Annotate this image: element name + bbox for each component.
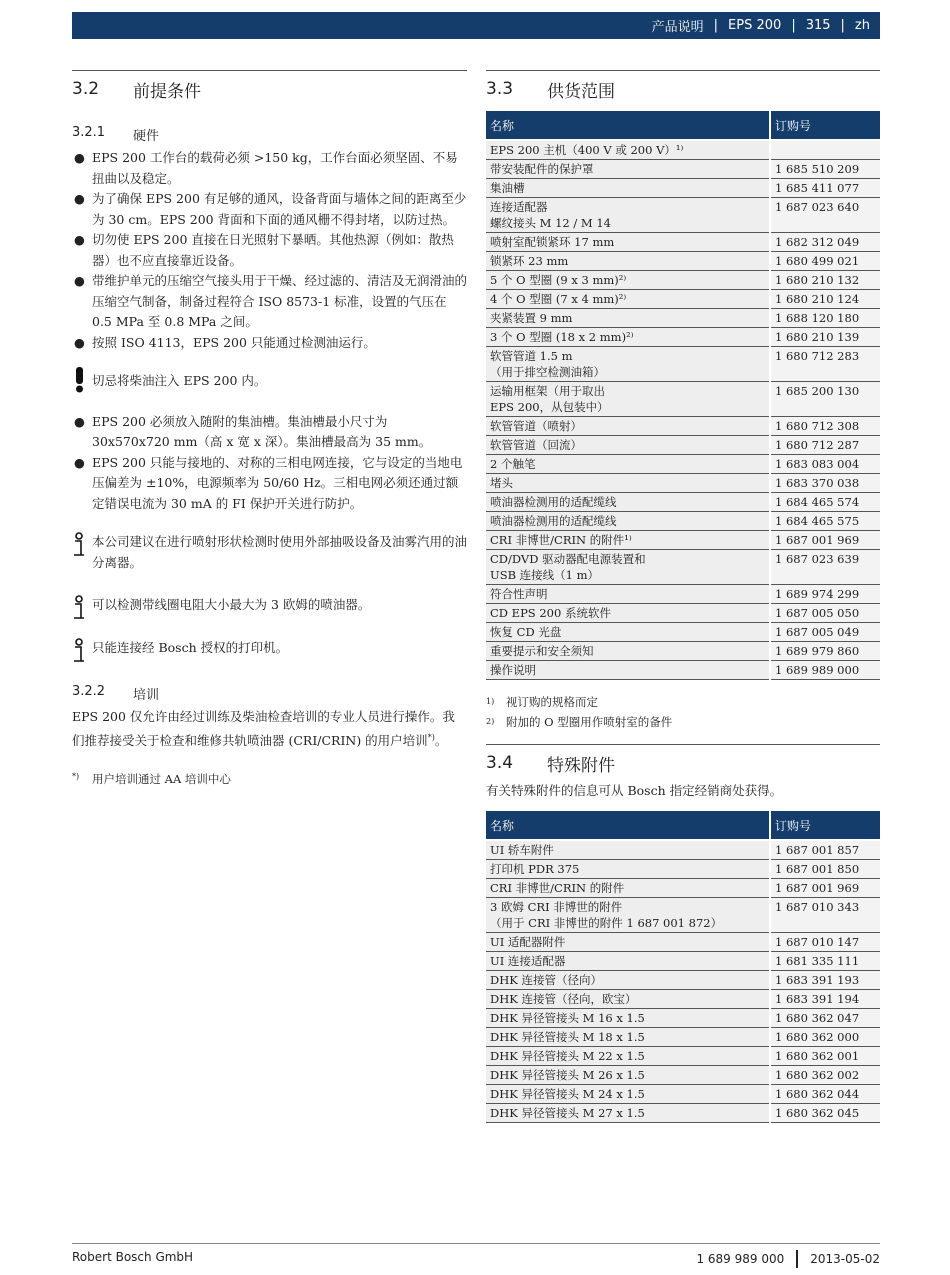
cell-order-number: 1 680 362 000 xyxy=(770,1028,880,1047)
table-row xyxy=(486,840,880,860)
cell-item-name: UI 轿车附件 xyxy=(486,840,770,860)
hardware-requirements-list xyxy=(72,148,467,353)
cell-item-name: DHK 连接管（径向） xyxy=(486,971,770,990)
cell-order-number: 1 687 010 147 xyxy=(770,933,880,952)
warning-note xyxy=(72,371,467,392)
cell-item-name: 2 个触笔 xyxy=(486,455,770,474)
cell-item-name: CD EPS 200 系统软件 xyxy=(486,604,770,623)
cell-item-name: 带安装配件的保护罩 xyxy=(486,160,770,179)
bullet-icon: ● xyxy=(74,150,85,165)
cell-order-number: 1 689 989 000 xyxy=(770,661,880,680)
column-header-order-number: 订购号 xyxy=(770,811,880,840)
bullet-icon: ● xyxy=(74,454,85,470)
cell-item-name: DHK 异径管接头 M 22 x 1.5 xyxy=(486,1047,770,1066)
table-row xyxy=(486,550,880,585)
cell-order-number: 1 687 010 343 xyxy=(770,898,880,933)
header-divider: | xyxy=(791,18,796,33)
table-row xyxy=(486,1085,880,1104)
cell-item-name: 恢复 CD 光盘 xyxy=(486,623,770,642)
list-item: ● EPS 200 工作台的载荷必须 >150 kg，工作台面必须坚固、不易扭曲以及稳定。 xyxy=(74,150,458,186)
cell-item-name: 3 欧姆 CRI 非博世的附件 （用于 CRI 非博世的附件 1 687 001 872） xyxy=(486,898,770,933)
cell-order-number: 1 683 370 038 xyxy=(770,474,880,493)
table-row xyxy=(486,933,880,952)
list-item: ● 带维护单元的压缩空气接头用于干燥、经过滤的、清洁及无润滑油的压缩空气制备，制备过程符合 ISO 8573-1 标准，设置的气压在 0.5 MPa 至 0.8 MPa 之间。 xyxy=(74,273,468,329)
table-row xyxy=(486,436,880,455)
training-paragraph: EPS 200 仅允许由经过训练及柴油检查培训的专业人员进行操作。我们推荐接受关于检查和维修共轨喷油器 (CRI/CRIN) 的用户培训*)。 xyxy=(72,709,455,748)
cell-order-number: 1 684 465 574 xyxy=(770,493,880,512)
cell-order-number: 1 680 362 002 xyxy=(770,1066,880,1085)
page-header xyxy=(72,12,880,39)
special-accessories-table xyxy=(486,811,880,1123)
footer-date: 2013-05-02 xyxy=(810,1252,880,1266)
cell-order-number: 1 684 465 575 xyxy=(770,512,880,531)
installation-requirements-list xyxy=(72,412,467,515)
table-row xyxy=(486,474,880,493)
list-item: ● 按照 ISO 4113，EPS 200 只能通过检测油运行。 xyxy=(72,333,467,354)
list-item: ● EPS 200 只能与接地的、对称的三相电网连接，它与设定的当地电压偏差为 ±10%，电源频率为 50/60 Hz。三相电网必须还通过额定错误电流为 30 mA 的 FI 保护开关进行防护。 xyxy=(74,454,463,511)
info-note: 本公司建议在进行喷射形状检测时使用外部抽吸设备及油雾汽用的油分离器。 xyxy=(72,532,467,573)
table-row xyxy=(486,233,880,252)
bullet-icon: ● xyxy=(74,273,85,288)
cell-item-name: UI 适配器附件 xyxy=(486,933,770,952)
table-row xyxy=(486,1009,880,1028)
section-heading-3-4 xyxy=(486,744,880,777)
cell-item-name: 喷油器检测用的适配缆线 xyxy=(486,493,770,512)
header-page-number: 315 xyxy=(805,18,831,33)
cell-order-number: 1 680 362 047 xyxy=(770,1009,880,1028)
cell-order-number: 1 685 200 130 xyxy=(770,382,880,417)
cell-order-number: 1 680 362 001 xyxy=(770,1047,880,1066)
cell-item-name: UI 连接适配器 xyxy=(486,952,770,971)
cell-item-name: 夹紧装置 9 mm xyxy=(486,309,770,328)
cell-item-name: 运输用框架（用于取出 EPS 200，从包装中） xyxy=(486,382,770,417)
footer-divider-bar xyxy=(796,1250,798,1268)
header-divider: | xyxy=(713,18,719,33)
cell-item-name: 重要提示和安全须知 xyxy=(486,642,770,661)
header-language: zh xyxy=(854,18,870,33)
cell-order-number: 1 689 979 860 xyxy=(770,642,880,661)
cell-order-number: 1 687 001 969 xyxy=(770,879,880,898)
cell-order-number: 1 682 312 049 xyxy=(770,233,880,252)
cell-item-name: 打印机 PDR 375 xyxy=(486,860,770,879)
cell-item-name: CD/DVD 驱动器配电源装置和 USB 连接线（1 m） xyxy=(486,550,770,585)
list-item: ● 切勿使 EPS 200 直接在日光照射下暴晒。其他热源（例如：散热器）也不应直接靠近设备。 xyxy=(74,232,454,268)
table-row xyxy=(486,271,880,290)
cell-item-name: 3 个 O 型圈 (18 x 2 mm)²⁾ xyxy=(486,328,770,347)
cell-order-number: 1 685 411 077 xyxy=(770,179,880,198)
table-row xyxy=(486,898,880,933)
cell-order-number: 1 680 210 132 xyxy=(770,271,880,290)
cell-item-name: CRI 非博世/CRIN 的附件¹⁾ xyxy=(486,531,770,550)
cell-order-number: 1 688 120 180 xyxy=(770,309,880,328)
column-header-order-number: 订购号 xyxy=(770,111,880,140)
table-row xyxy=(486,493,880,512)
cell-order-number: 1 680 362 045 xyxy=(770,1104,880,1123)
cell-order-number: 1 683 391 193 xyxy=(770,971,880,990)
subsection-title: 培训 xyxy=(133,688,160,703)
cell-item-name: DHK 连接管（径向，欧宝） xyxy=(486,990,770,1009)
cell-item-name: DHK 异径管接头 M 24 x 1.5 xyxy=(486,1085,770,1104)
table-row xyxy=(486,990,880,1009)
cell-item-name: 4 个 O 型圈 (7 x 4 mm)²⁾ xyxy=(486,290,770,309)
header-product: EPS 200 xyxy=(728,18,782,33)
cell-item-name: 喷油器检测用的适配缆线 xyxy=(486,512,770,531)
table-row xyxy=(486,1028,880,1047)
cell-item-name: 堵头 xyxy=(486,474,770,493)
section-title: 前提条件 xyxy=(133,81,201,102)
table-row xyxy=(486,531,880,550)
section-heading-3-3 xyxy=(486,70,880,103)
column-header-name: 名称 xyxy=(486,811,770,840)
cell-item-name: 操作说明 xyxy=(486,661,770,680)
info-icon xyxy=(72,532,86,558)
cell-item-name: 5 个 O 型圈 (9 x 3 mm)²⁾ xyxy=(486,271,770,290)
table-footnotes xyxy=(486,692,880,732)
cell-item-name: 软管管道（喷射） xyxy=(486,417,770,436)
section-number: 3.4 xyxy=(486,753,514,773)
list-item: ● EPS 200 必须放入随附的集油槽。集油槽最小尺寸为 30x570x720 mm（高 x 宽 x 深）。集油槽最高为 35 mm。 xyxy=(74,413,432,449)
section-number: 3.2 xyxy=(72,79,100,99)
subsection-number: 3.2.2 xyxy=(72,684,106,699)
cell-item-name: 锁紧环 23 mm xyxy=(486,252,770,271)
cell-order-number: 1 687 001 857 xyxy=(770,840,880,860)
table-row xyxy=(486,140,880,160)
bullet-icon: ● xyxy=(74,334,85,350)
bullet-icon: ● xyxy=(74,191,85,206)
table-row xyxy=(486,179,880,198)
info-note: 只能连接经 Bosch 授权的打印机。 xyxy=(72,638,467,659)
cell-order-number: 1 687 001 850 xyxy=(770,860,880,879)
cell-item-name: 软管管道 1.5 m （用于排空检测油箱） xyxy=(486,347,770,382)
table-row xyxy=(486,347,880,382)
cell-order-number: 1 680 712 287 xyxy=(770,436,880,455)
cell-order-number: 1 681 335 111 xyxy=(770,952,880,971)
cell-item-name: CRI 非博世/CRIN 的附件 xyxy=(486,879,770,898)
cell-order-number: 1 680 712 308 xyxy=(770,417,880,436)
table-row xyxy=(486,860,880,879)
table-row xyxy=(486,623,880,642)
table-row xyxy=(486,328,880,347)
cell-item-name: EPS 200 主机（400 V 或 200 V）¹⁾ xyxy=(486,140,770,160)
header-section: 产品说明 xyxy=(651,20,704,35)
right-column xyxy=(486,70,880,1123)
table-row xyxy=(486,642,880,661)
footer-meta xyxy=(696,1250,880,1268)
cell-order-number: 1 680 499 021 xyxy=(770,252,880,271)
scope-of-delivery-table xyxy=(486,111,880,680)
cell-order-number: 1 687 023 640 xyxy=(770,198,880,233)
cell-order-number: 1 687 001 969 xyxy=(770,531,880,550)
table-row xyxy=(486,382,880,417)
left-column xyxy=(72,70,467,787)
subsection-heading-3-2-2 xyxy=(72,684,467,703)
cell-order-number: 1 680 210 139 xyxy=(770,328,880,347)
warning-text: 切忌将柴油注入 EPS 200 内。 xyxy=(92,373,267,388)
special-accessories-intro: 有关特殊附件的信息可从 Bosch 指定经销商处获得。 xyxy=(486,783,783,798)
cell-order-number: 1 687 005 050 xyxy=(770,604,880,623)
section-heading-3-2 xyxy=(72,70,467,103)
exclamation-icon xyxy=(72,365,86,393)
table-row xyxy=(486,290,880,309)
section-title: 供货范围 xyxy=(547,81,615,102)
footer-company: Robert Bosch GmbH xyxy=(72,1250,194,1264)
bullet-icon: ● xyxy=(74,232,85,247)
table-row xyxy=(486,879,880,898)
info-note: 可以检测带线圈电阻大小最大为 3 欧姆的喷油器。 xyxy=(72,595,467,616)
table-row xyxy=(486,1066,880,1085)
cell-item-name: 符合性声明 xyxy=(486,585,770,604)
footer-doc-number: 1 689 989 000 xyxy=(696,1252,785,1266)
cell-order-number: 1 683 083 004 xyxy=(770,455,880,474)
cell-order-number: 1 685 510 209 xyxy=(770,160,880,179)
table-row xyxy=(486,512,880,531)
section-number: 3.3 xyxy=(486,79,514,99)
header-divider: | xyxy=(840,18,845,33)
table-row xyxy=(486,252,880,271)
table-row xyxy=(486,1047,880,1066)
section-title: 特殊附件 xyxy=(547,755,615,776)
info-icon xyxy=(72,595,86,621)
table-row xyxy=(486,160,880,179)
cell-item-name: 连接适配器 螺纹接头 M 12 / M 14 xyxy=(486,198,770,233)
cell-item-name: 集油槽 xyxy=(486,179,770,198)
list-item: ● 为了确保 EPS 200 有足够的通风，设备背面与墙体之间的距离至少为 30 cm。EPS 200 背面和下面的通风栅不得封堵，以防过热。 xyxy=(74,191,467,227)
table-row xyxy=(486,198,880,233)
column-header-name: 名称 xyxy=(486,111,770,140)
cell-order-number: 1 687 005 049 xyxy=(770,623,880,642)
subsection-number: 3.2.1 xyxy=(72,125,106,140)
footer-divider xyxy=(72,1243,880,1244)
table-row xyxy=(486,455,880,474)
table-row xyxy=(486,661,880,680)
info-icon xyxy=(72,638,86,664)
table-row xyxy=(486,971,880,990)
cell-order-number: 1 683 391 194 xyxy=(770,990,880,1009)
training-footnote: *) 用户培训通过 AA 培训中心 xyxy=(72,772,231,787)
table-row xyxy=(486,585,880,604)
cell-order-number: 1 689 974 299 xyxy=(770,585,880,604)
cell-item-name: DHK 异径管接头 M 16 x 1.5 xyxy=(486,1009,770,1028)
bullet-icon: ● xyxy=(74,413,85,429)
table-row xyxy=(486,417,880,436)
subsection-title: 硬件 xyxy=(133,129,160,144)
cell-order-number: 1 680 712 283 xyxy=(770,347,880,382)
cell-item-name: DHK 异径管接头 M 18 x 1.5 xyxy=(486,1028,770,1047)
cell-order-number: 1 687 023 639 xyxy=(770,550,880,585)
cell-order-number: 1 680 210 124 xyxy=(770,290,880,309)
table-row xyxy=(486,1104,880,1123)
cell-order-number: 1 680 362 044 xyxy=(770,1085,880,1104)
footnote: 2) 附加的 O 型圈用作喷射室的备件 xyxy=(486,715,673,729)
cell-item-name: 软管管道（回流） xyxy=(486,436,770,455)
subsection-heading-3-2-1 xyxy=(72,125,467,144)
cell-item-name: 喷射室配锁紧环 17 mm xyxy=(486,233,770,252)
cell-order-number xyxy=(770,140,880,160)
cell-item-name: DHK 异径管接头 M 26 x 1.5 xyxy=(486,1066,770,1085)
table-row xyxy=(486,604,880,623)
cell-item-name: DHK 异径管接头 M 27 x 1.5 xyxy=(486,1104,770,1123)
footnote: 1) 视订购的规格而定 xyxy=(486,695,598,709)
table-row xyxy=(486,952,880,971)
table-row xyxy=(486,309,880,328)
